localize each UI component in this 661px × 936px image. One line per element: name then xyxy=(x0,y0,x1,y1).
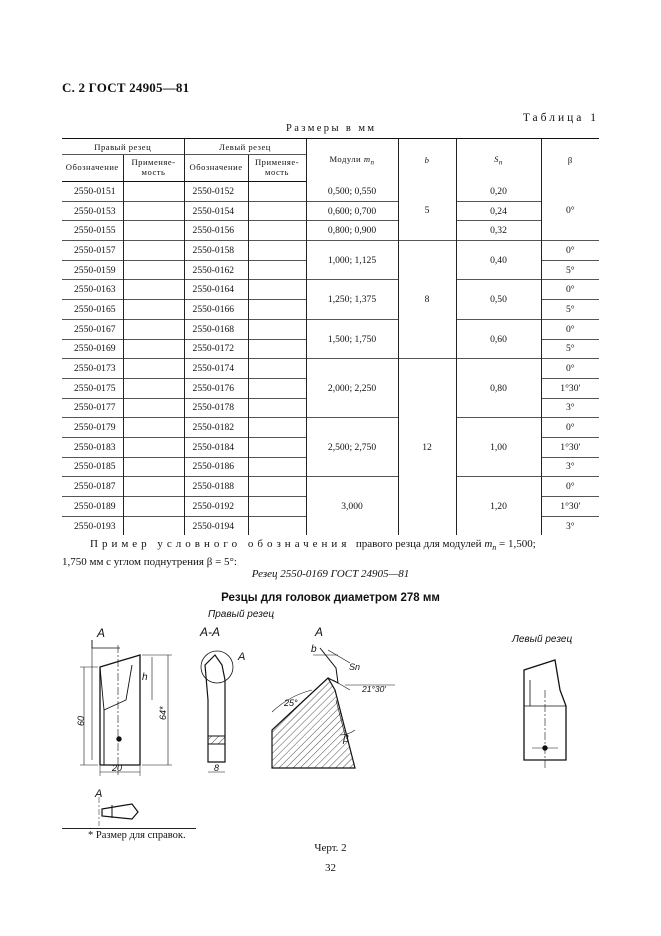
header-s: $S_n$ xyxy=(456,139,541,182)
header-b: b xyxy=(398,139,456,182)
beta-cell: 0° xyxy=(541,319,599,339)
right-code: 2550-0165 xyxy=(62,300,123,320)
left-cutter-front-view xyxy=(524,660,566,770)
example-lead: Пример условного обозначения xyxy=(90,538,351,550)
right-code: 2550-0155 xyxy=(62,221,123,241)
s-cell: 0,24 xyxy=(456,201,541,221)
left-code: 2550-0152 xyxy=(184,182,248,202)
beta-cell: 0° xyxy=(541,182,599,241)
beta-cell: 5° xyxy=(541,260,599,280)
modules-cell: 1,250; 1,375 xyxy=(306,280,398,319)
left-code: 2550-0192 xyxy=(184,497,248,517)
right-code: 2550-0159 xyxy=(62,260,123,280)
label-a-detail: А xyxy=(315,625,324,639)
label-a-top: А xyxy=(95,788,103,800)
right-code: 2550-0153 xyxy=(62,201,123,221)
right-code: 2550-0169 xyxy=(62,339,123,359)
page-header: С. 2 ГОСТ 24905—81 xyxy=(62,80,190,95)
beta-cell: 5° xyxy=(541,339,599,359)
example-reference: Резец 2550-0169 ГОСТ 24905—81 xyxy=(251,568,410,580)
label-a-section: А xyxy=(238,651,246,663)
b-cell: 5 xyxy=(398,182,456,241)
left-code: 2550-0176 xyxy=(184,378,248,398)
modules-cell: 2,500; 2,750 xyxy=(306,418,398,477)
example-m-sub: n xyxy=(492,543,497,553)
left-code: 2550-0166 xyxy=(184,300,248,320)
right-code: 2550-0183 xyxy=(62,437,123,457)
left-code: 2550-0158 xyxy=(184,241,248,261)
beta-cell: 3° xyxy=(541,457,599,477)
label-beta: β xyxy=(343,734,349,745)
right-code: 2550-0175 xyxy=(62,378,123,398)
modules-cell: 1,500; 1,750 xyxy=(306,319,398,358)
header-left-cutter: Левый резец xyxy=(184,139,306,155)
section-a-a-view xyxy=(201,651,233,772)
right-code: 2550-0177 xyxy=(62,398,123,418)
right-cutter-label: Правый резец xyxy=(208,609,275,620)
modules-cell: 0,500; 0,550 xyxy=(306,182,398,202)
example-beta: β = 5°: xyxy=(206,556,237,569)
right-code: 2550-0173 xyxy=(62,359,123,379)
left-code: 2550-0194 xyxy=(184,516,248,535)
beta-cell: 0° xyxy=(541,418,599,438)
left-code: 2550-0184 xyxy=(184,437,248,457)
header-right-designation: Обозначение xyxy=(62,155,123,182)
beta-cell: 0° xyxy=(541,280,599,300)
label-angle-21: 21°30' xyxy=(362,684,386,694)
table-label: Таблица 1 xyxy=(522,112,599,124)
s-cell: 0,20 xyxy=(456,182,541,202)
s-cell: 1,20 xyxy=(456,477,541,536)
label-b: b xyxy=(311,644,317,655)
beta-cell: 0° xyxy=(541,359,599,379)
left-code: 2550-0164 xyxy=(184,280,248,300)
right-code: 2550-0189 xyxy=(62,497,123,517)
label-section-a-a: А-А xyxy=(200,625,221,639)
left-code: 2550-0174 xyxy=(184,359,248,379)
detail-a-view xyxy=(272,648,395,768)
drawing-title: Резцы для головок диаметром 278 мм xyxy=(221,592,440,604)
beta-cell: 0° xyxy=(541,241,599,261)
right-code: 2550-0179 xyxy=(62,418,123,438)
beta-cell: 5° xyxy=(541,300,599,320)
right-code: 2550-0157 xyxy=(62,241,123,261)
modules-cell: 2,000; 2,250 xyxy=(306,359,398,418)
s-cell: 1,00 xyxy=(456,418,541,477)
beta-cell: 3° xyxy=(541,516,599,535)
footnote-rule xyxy=(62,828,196,829)
figure-caption: Черт. 2 xyxy=(314,842,347,854)
left-code: 2550-0154 xyxy=(184,201,248,221)
beta-cell: 1°30' xyxy=(541,378,599,398)
right-code: 2550-0187 xyxy=(62,477,123,497)
left-cutter-label: Левый резец xyxy=(512,634,573,645)
label-dim-20: 20 xyxy=(112,763,123,773)
example-text-2: = 1,500; xyxy=(499,538,536,550)
sizes-label: Размеры в мм xyxy=(286,123,377,134)
label-dim-60: 60 xyxy=(76,715,86,726)
b-cell: 8 xyxy=(398,241,456,359)
right-code: 2550-0163 xyxy=(62,280,123,300)
left-code: 2550-0156 xyxy=(184,221,248,241)
s-cell: 0,40 xyxy=(456,241,541,280)
beta-cell: 1°30' xyxy=(541,437,599,457)
example-text-1: правого резца для модулей xyxy=(355,538,482,550)
label-sn: Sn xyxy=(349,662,361,672)
left-code: 2550-0168 xyxy=(184,319,248,339)
right-code: 2550-0167 xyxy=(62,319,123,339)
beta-cell: 1°30' xyxy=(541,497,599,517)
right-cutter-top-view xyxy=(99,797,138,826)
s-cell: 0,50 xyxy=(456,280,541,319)
s-cell: 0,80 xyxy=(456,359,541,418)
page-number: 32 xyxy=(325,862,336,874)
label-dim-64: 64* xyxy=(158,706,168,720)
left-code: 2550-0188 xyxy=(184,477,248,497)
label-a-front: А xyxy=(97,626,106,640)
label-h: h xyxy=(142,672,148,683)
s-cell: 0,32 xyxy=(456,221,541,241)
modules-cell: 1,000; 1,125 xyxy=(306,241,398,280)
label-dim-8: 8 xyxy=(214,763,220,773)
header-left-designation: Обозначение xyxy=(184,155,248,182)
example-text-3: 1,750 мм с углом поднутрения xyxy=(62,556,204,569)
right-code: 2550-0193 xyxy=(62,516,123,535)
modules-cell: 0,800; 0,900 xyxy=(306,221,398,241)
header-right-applicability: Применяе- мость xyxy=(123,155,184,182)
header-right-cutter: Правый резец xyxy=(62,139,184,155)
label-angle-25: 25° xyxy=(284,698,298,708)
beta-cell: 3° xyxy=(541,398,599,418)
beta-cell: 0° xyxy=(541,477,599,497)
left-code: 2550-0186 xyxy=(184,457,248,477)
footnote: * Размер для справок. xyxy=(88,830,186,841)
header-modules: Модули $m_n$ xyxy=(306,139,398,182)
right-code: 2550-0185 xyxy=(62,457,123,477)
header-beta: β xyxy=(541,139,599,182)
left-code: 2550-0162 xyxy=(184,260,248,280)
left-code: 2550-0182 xyxy=(184,418,248,438)
modules-cell: 3,000 xyxy=(306,477,398,536)
example-m: m xyxy=(484,538,493,550)
b-cell: 12 xyxy=(398,359,456,536)
right-code: 2550-0151 xyxy=(74,185,116,197)
s-cell: 0,60 xyxy=(456,319,541,358)
left-code: 2550-0178 xyxy=(184,398,248,418)
left-code: 2550-0172 xyxy=(184,339,248,359)
modules-cell: 0,600; 0,700 xyxy=(306,201,398,221)
header-left-applicability: Применяе- мость xyxy=(248,155,306,182)
